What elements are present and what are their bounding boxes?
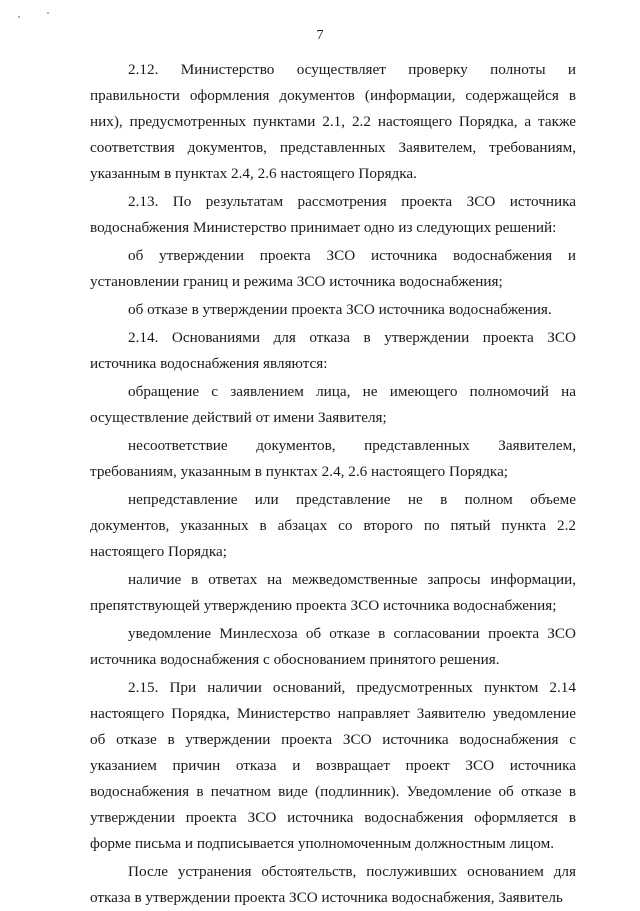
refusal-ground-nonconformity: несоответствие документов, представленных Заявителем, требованиям, указанным в пунктах 2.4, 2.6 настоящего Порядка; <box>90 437 576 480</box>
paragraph-2-13: 2.13. По результатам рассмотрения проекта ЗСО источника водоснабжения Министерство принимает одно из следующих решений: <box>90 193 576 236</box>
paragraph-2-12: 2.12. Министерство осуществляет проверку полноты и правильности оформления документов (информации, содержащейся в них), предусмотренных пунктами 2.1, 2.2 настоящего Порядка, а также соответствия документов, представленных Заявителем, требованиям, указанным в пунктах 2.4, 2.6 настоящего Порядка. <box>90 61 576 182</box>
refusal-ground-no-authority: обращение с заявлением лица, не имеющего полномочий на осуществление действий от имени Заявителя; <box>90 383 576 426</box>
paragraph-after-elimination: После устранения обстоятельств, послуживших основанием для отказа в утверждении проекта ЗСО источника водоснабжения, Заявитель <box>90 863 576 906</box>
decision-approve: об утверждении проекта ЗСО источника водоснабжения и установлении границ и режима ЗСО источника водоснабжения; <box>90 247 576 290</box>
scan-speck <box>47 12 49 14</box>
paragraph-2-15: 2.15. При наличии оснований, предусмотренных пунктом 2.14 настоящего Порядка, Министерство направляет Заявителю уведомление об отказе в утверждении проекта ЗСО источника водоснабжения с указанием причин отказа и возвращает проект ЗСО источника водоснабжения в печатном виде (подлинник). Уведомление об отказе в утверждении проекта ЗСО источника водоснабжения оформляется в форме письма и подписывается уполномоченным должностным лицом. <box>90 679 576 852</box>
document-body <box>90 57 576 911</box>
refusal-ground-interagency-info: наличие в ответах на межведомственные запросы информации, препятствующей утверждению проекта ЗСО источника водоснабжения; <box>90 571 576 614</box>
paragraph-2-14: 2.14. Основаниями для отказа в утверждении проекта ЗСО источника водоснабжения являются: <box>90 329 576 372</box>
scan-speck <box>18 16 20 18</box>
refusal-ground-minleskhoz-notice: уведомление Минлесхоза об отказе в согласовании проекта ЗСО источника водоснабжения с обоснованием принятого решения. <box>90 625 576 668</box>
refusal-ground-missing-documents: непредставление или представление не в полном объеме документов, указанных в абзацах со второго по пятый пункта 2.2 настоящего Порядка; <box>90 491 576 560</box>
decision-refuse: об отказе в утверждении проекта ЗСО источника водоснабжения. <box>128 301 552 318</box>
page-number: 7 <box>316 28 324 43</box>
